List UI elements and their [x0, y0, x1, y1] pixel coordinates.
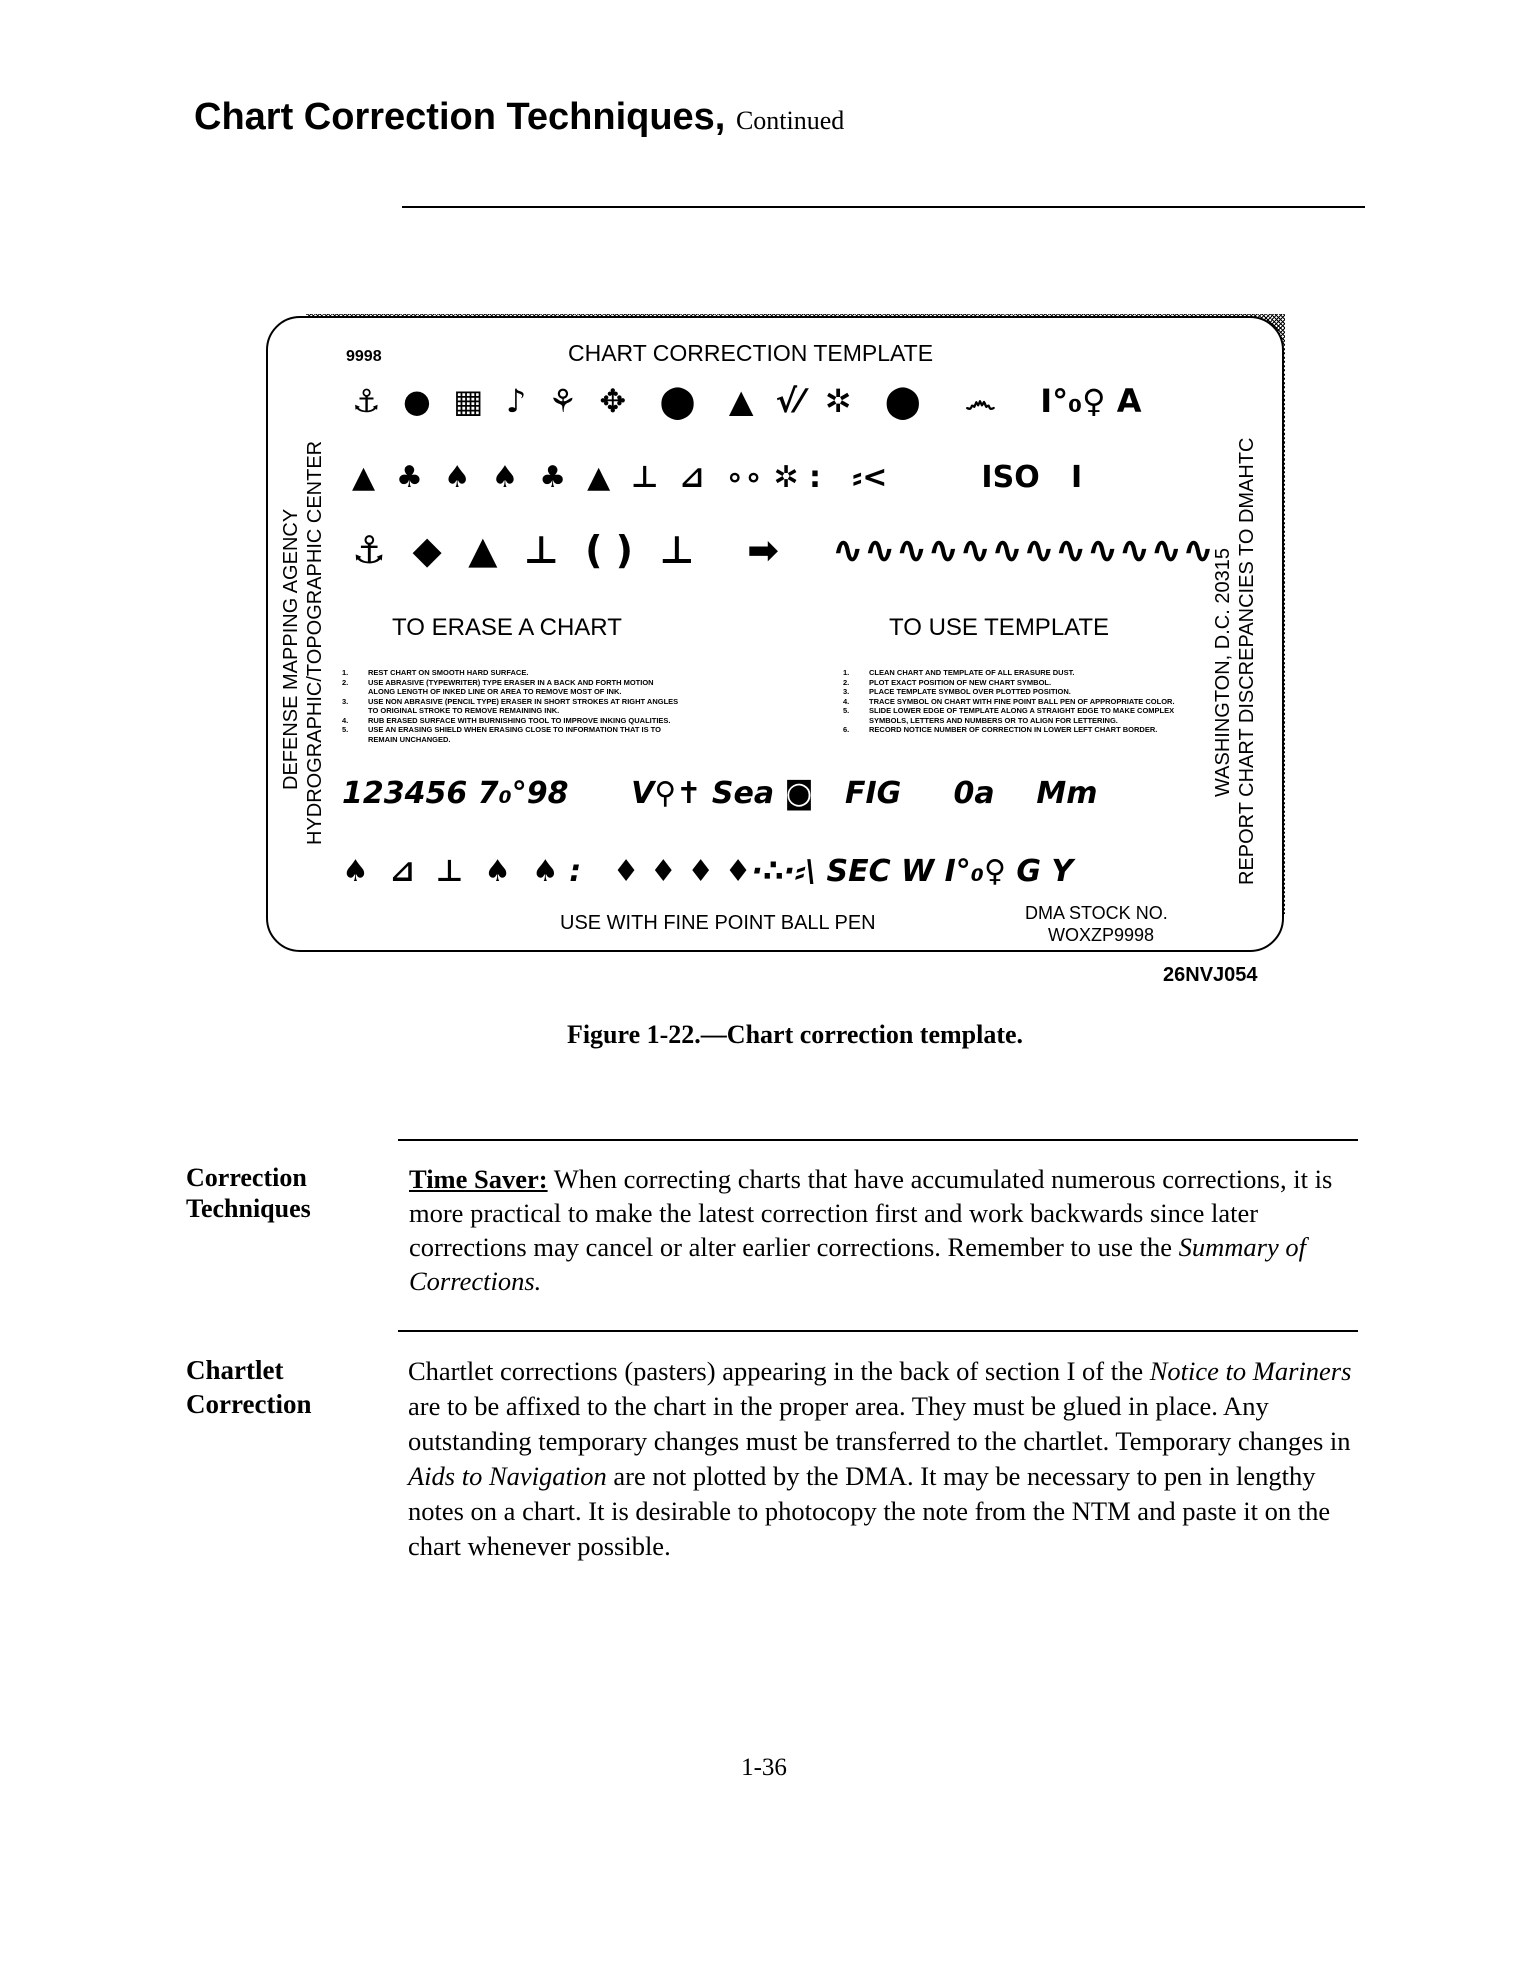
step-number: 5.: [843, 706, 850, 715]
step-number: 6.: [843, 725, 850, 734]
step-text: TRACE SYMBOL ON CHART WITH FINE POINT BALL PEN OF APPROPRIATE COLOR.: [869, 696, 1175, 706]
symbol-row-3: ⚓ ◆ ▲ ⊥ ( ) ⊥ ➡ ∿∿∿∿∿∿∿∿∿∿∿∿: [352, 528, 1214, 572]
stock-number: WOXZP9998: [1048, 925, 1155, 945]
use-step: [843, 678, 1183, 688]
figure-code: 26NVJ054: [1163, 964, 1258, 986]
step-text: RECORD NOTICE NUMBER OF CORRECTION IN LOWER LEFT CHART BORDER.: [869, 725, 1158, 734]
body-italic: Summary of Corrections.: [409, 1232, 1306, 1296]
step-text: PLACE TEMPLATE SYMBOL OVER PLOTTED POSITION.: [869, 687, 1071, 696]
right-vertical-address: WASHINGTON, D.C. 20315: [1212, 548, 1234, 797]
section-label-correction-techniques: Correction Techniques: [186, 1163, 311, 1223]
use-step: [843, 706, 1183, 725]
time-saver-lead: Time Saver:: [409, 1164, 548, 1194]
step-number: 2.: [843, 677, 850, 687]
template-stock-top: 9998: [346, 348, 382, 365]
symbol-row-2: ▲ ♣ ♠ ♠ ♣ ▲ ⊥ ⊿ ∘∘ ✲ : ⸗< ISO I: [352, 460, 1083, 495]
step-number: 1.: [843, 668, 850, 677]
body-text: When correcting charts that have accumulated numerous corrections, it is more practical to make the latest correction first and work backwards since later corrections may cancel or alter earlier corrections. Remember to use the: [409, 1164, 1333, 1262]
step-number: 3.: [342, 696, 349, 706]
use-step: [843, 668, 1183, 678]
step-number: 2.: [342, 677, 349, 687]
body-text: Chartlet corrections (pasters) appearing in the back of section I of the: [408, 1356, 1150, 1386]
section-label-chartlet-correction: Chartlet Correction: [186, 1355, 312, 1419]
right-vertical-report: REPORT CHART DISCREPANCIES TO DMAHTC: [1236, 437, 1258, 885]
step-text: USE NON ABRASIVE (PENCIL TYPE) ERASER IN SHORT STROKES AT RIGHT ANGLES TO ORIGINAL STROKE TO REMOVE REMAINING INK.: [368, 696, 679, 715]
header-rule: [402, 206, 1365, 208]
use-steps: [843, 668, 1183, 735]
left-vertical-center: HYDROGRAPHIC/TOPOGRAPHIC CENTER: [304, 440, 326, 845]
use-heading: TO USE TEMPLATE: [889, 614, 1110, 641]
step-text: REST CHART ON SMOOTH HARD SURFACE.: [368, 668, 529, 677]
stock-label: DMA STOCK NO.: [1025, 903, 1168, 923]
continued-label: Continued: [735, 106, 845, 135]
use-step: [843, 725, 1183, 735]
body-text: are not plotted by the DMA. It may be necessary to pen in lengthy notes on a chart. It is desirable to photocopy the note from the NTM and paste it on the chart whenever possible.: [408, 1461, 1331, 1561]
step-text: USE ABRASIVE (TYPEWRITER) TYPE ERASER IN A BACK AND FORTH MOTION ALONG LENGTH OF INKED LINE OR AREA TO REMOVE MOST OF INK.: [368, 677, 654, 696]
section-rule: [398, 1139, 1358, 1141]
step-text: PLOT EXACT POSITION OF NEW CHART SYMBOL.: [869, 677, 1052, 687]
step-number: 4.: [843, 696, 850, 706]
use-step: [843, 697, 1183, 707]
use-step: [843, 687, 1183, 697]
erase-step: [342, 725, 682, 744]
body-italic: Notice to Mariners: [1149, 1356, 1352, 1386]
step-number: 3.: [843, 687, 850, 696]
body-text: are to be affixed to the chart in the proper area. They must be glued in place. Any outstanding temporary changes must be transferred to the chartlet. Temporary changes in: [408, 1391, 1351, 1456]
left-vertical-agency: DEFENSE MAPPING AGENCY: [280, 508, 302, 790]
body-italic: Aids to Navigation: [408, 1461, 607, 1491]
section-body-correction-techniques: [409, 1162, 1359, 1298]
erase-step: [342, 668, 682, 678]
step-text: CLEAN CHART AND TEMPLATE OF ALL ERASURE DUST.: [869, 668, 1075, 677]
page-number: 1-36: [741, 1754, 787, 1781]
step-text: SLIDE LOWER EDGE OF TEMPLATE ALONG A STRAIGHT EDGE TO MAKE COMPLEX SYMBOLS, LETTERS AND NUMBERS OR TO ALIGN FOR LETTERING.: [869, 706, 1175, 725]
figure-caption: Figure 1-22.—Chart correction template.: [566, 1020, 1024, 1049]
step-number: 5.: [342, 725, 349, 734]
erase-step: [342, 697, 682, 716]
symbol-row-numbers: 123456 7₀°98 V⚲✝ Sea ◙ FIG 0a Mm: [342, 776, 1098, 811]
erase-step: [342, 716, 682, 726]
symbol-row-1: ⚓ ● ▦ ♪ ⚘ ✥ ⬤ ▲ √⁄ ✲ ⬤ ෴ I°₀♀ A: [352, 382, 1142, 420]
erase-heading: TO ERASE A CHART: [392, 614, 622, 641]
symbol-row-5: ♠ ⊿ ⊥ ♠ ♠ : ♦ ♦ ♦ ♦·∴·⸗\ SEC W I°₀♀ G Y: [342, 854, 1074, 889]
step-number: 1.: [342, 668, 349, 677]
step-number: 4.: [342, 715, 349, 725]
section-body-chartlet-correction: [408, 1354, 1358, 1564]
pen-note: USE WITH FINE POINT BALL PEN: [560, 912, 876, 934]
erase-step: [342, 678, 682, 697]
title-text: Chart Correction Techniques,: [194, 96, 726, 138]
step-text: RUB ERASED SURFACE WITH BURNISHING TOOL TO IMPROVE INKING QUALITIES.: [368, 715, 671, 725]
section-rule: [398, 1330, 1358, 1332]
template-title: CHART CORRECTION TEMPLATE: [568, 340, 934, 366]
page-title: [194, 96, 844, 139]
erase-steps: [342, 668, 682, 744]
step-text: USE AN ERASING SHIELD WHEN ERASING CLOSE TO INFORMATION THAT IS TO REMAIN UNCHANGED.: [368, 725, 661, 744]
